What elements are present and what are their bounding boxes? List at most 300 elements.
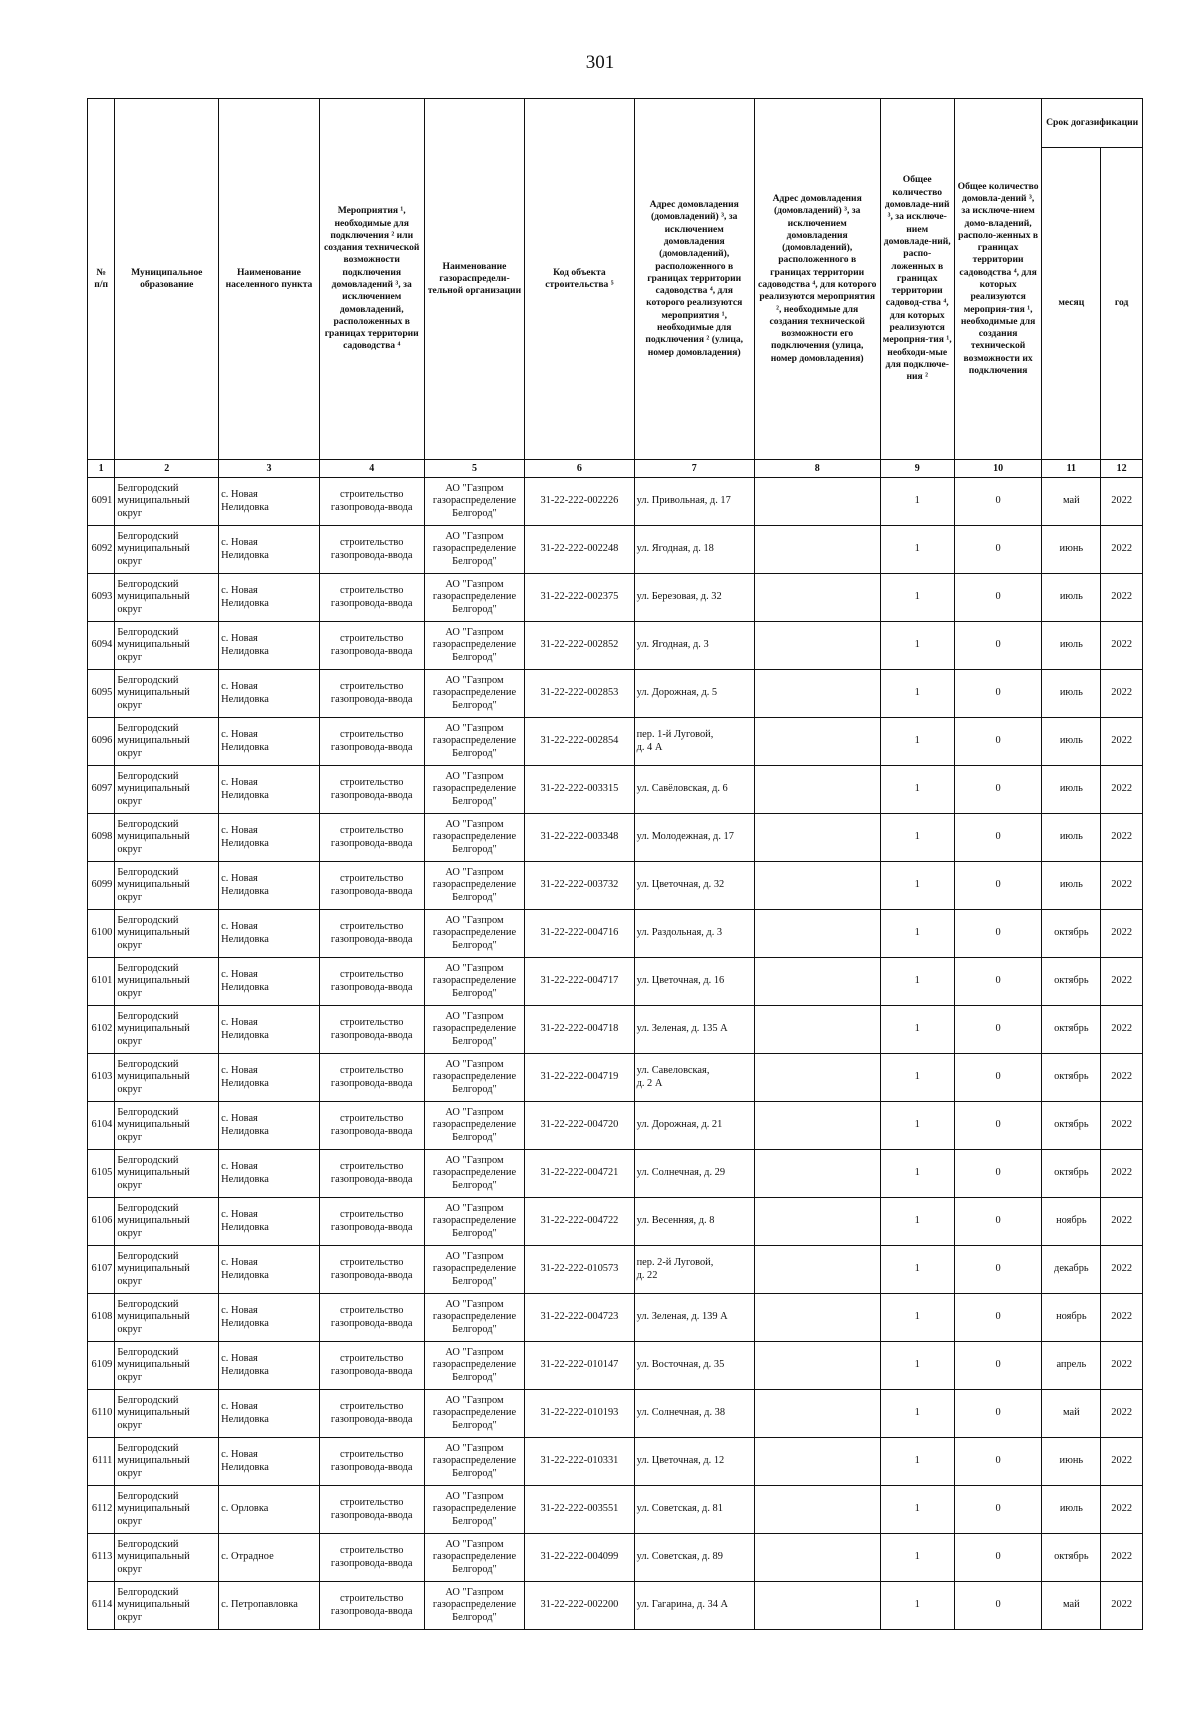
column-number: 12 — [1101, 460, 1143, 478]
header-settlement: Наименование населенного пункта — [219, 99, 320, 460]
column-number: 11 — [1042, 460, 1101, 478]
count-connect-cell: 1 — [880, 526, 954, 574]
count-connect-cell: 1 — [880, 910, 954, 958]
object-code-cell: 31-22-222-003348 — [525, 814, 634, 862]
settlement-cell: с. Новая Нелидовка — [219, 862, 320, 910]
table-row — [88, 1198, 1143, 1246]
month-cell: июнь — [1042, 1438, 1101, 1486]
object-code-cell: 31-22-222-004722 — [525, 1198, 634, 1246]
row-number: 6111 — [88, 1438, 115, 1486]
table-row — [88, 814, 1143, 862]
row-number: 6102 — [88, 1006, 115, 1054]
column-number: 1 — [88, 460, 115, 478]
activity-cell: строительство газопровода-ввода — [319, 1150, 424, 1198]
object-code-cell: 31-22-222-003732 — [525, 862, 634, 910]
count-tech-cell: 0 — [954, 1438, 1041, 1486]
table-row — [88, 1534, 1143, 1582]
address-tech-cell — [754, 1054, 880, 1102]
year-cell: 2022 — [1101, 910, 1143, 958]
address-cell: ул. Весенняя, д. 8 — [634, 1198, 754, 1246]
row-number: 6114 — [88, 1582, 115, 1630]
address-cell: ул. Ягодная, д. 3 — [634, 622, 754, 670]
table-row — [88, 958, 1143, 1006]
municipality-cell: Белгородский муниципальный округ — [115, 574, 219, 622]
count-connect-cell: 1 — [880, 1102, 954, 1150]
object-code-cell: 31-22-222-002226 — [525, 478, 634, 526]
month-cell: июль — [1042, 574, 1101, 622]
municipality-cell: Белгородский муниципальный округ — [115, 670, 219, 718]
column-number: 7 — [634, 460, 754, 478]
municipality-cell: Белгородский муниципальный округ — [115, 1294, 219, 1342]
count-connect-cell: 1 — [880, 574, 954, 622]
activity-cell: строительство газопровода-ввода — [319, 1006, 424, 1054]
year-cell: 2022 — [1101, 958, 1143, 1006]
settlement-cell: с. Новая Нелидовка — [219, 1246, 320, 1294]
settlement-cell: с. Новая Нелидовка — [219, 910, 320, 958]
object-code-cell: 31-22-222-004099 — [525, 1534, 634, 1582]
row-number: 6097 — [88, 766, 115, 814]
municipality-cell: Белгородский муниципальный округ — [115, 1198, 219, 1246]
gas-org-cell: АО "Газпром газораспределение Белгород" — [424, 1390, 525, 1438]
count-tech-cell: 0 — [954, 622, 1041, 670]
year-cell: 2022 — [1101, 1486, 1143, 1534]
row-number: 6106 — [88, 1198, 115, 1246]
row-number: 6101 — [88, 958, 115, 1006]
municipality-cell: Белгородский муниципальный округ — [115, 958, 219, 1006]
count-tech-cell: 0 — [954, 1102, 1041, 1150]
count-tech-cell: 0 — [954, 1006, 1041, 1054]
table-row — [88, 1582, 1143, 1630]
count-connect-cell: 1 — [880, 862, 954, 910]
gas-org-cell: АО "Газпром газораспределение Белгород" — [424, 718, 525, 766]
settlement-cell: с. Новая Нелидовка — [219, 1342, 320, 1390]
row-number: 6100 — [88, 910, 115, 958]
header-year: год — [1101, 148, 1143, 460]
gas-org-cell: АО "Газпром газораспределение Белгород" — [424, 862, 525, 910]
year-cell: 2022 — [1101, 622, 1143, 670]
table-row — [88, 526, 1143, 574]
month-cell: декабрь — [1042, 1246, 1101, 1294]
row-number: 6108 — [88, 1294, 115, 1342]
address-cell: ул. Дорожная, д. 5 — [634, 670, 754, 718]
count-connect-cell: 1 — [880, 1054, 954, 1102]
year-cell: 2022 — [1101, 862, 1143, 910]
column-number: 3 — [219, 460, 320, 478]
address-cell: пер. 1-й Луговой, д. 4 А — [634, 718, 754, 766]
count-connect-cell: 1 — [880, 478, 954, 526]
address-cell: ул. Савёловская, д. 6 — [634, 766, 754, 814]
settlement-cell: с. Новая Нелидовка — [219, 958, 320, 1006]
count-tech-cell: 0 — [954, 1390, 1041, 1438]
count-connect-cell: 1 — [880, 1390, 954, 1438]
count-connect-cell: 1 — [880, 1582, 954, 1630]
count-tech-cell: 0 — [954, 958, 1041, 1006]
year-cell: 2022 — [1101, 1390, 1143, 1438]
settlement-cell: с. Новая Нелидовка — [219, 574, 320, 622]
table-row — [88, 1438, 1143, 1486]
activity-cell: строительство газопровода-ввода — [319, 1102, 424, 1150]
address-tech-cell — [754, 718, 880, 766]
object-code-cell: 31-22-222-004721 — [525, 1150, 634, 1198]
address-cell: ул. Цветочная, д. 12 — [634, 1438, 754, 1486]
address-cell: ул. Березовая, д. 32 — [634, 574, 754, 622]
year-cell: 2022 — [1101, 1006, 1143, 1054]
gas-org-cell: АО "Газпром газораспределение Белгород" — [424, 1294, 525, 1342]
table-body — [88, 478, 1143, 1630]
settlement-cell: с. Новая Нелидовка — [219, 1054, 320, 1102]
activity-cell: строительство газопровода-ввода — [319, 1534, 424, 1582]
gas-org-cell: АО "Газпром газораспределение Белгород" — [424, 1006, 525, 1054]
settlement-cell: с. Новая Нелидовка — [219, 1390, 320, 1438]
address-cell: ул. Ягодная, д. 18 — [634, 526, 754, 574]
municipality-cell: Белгородский муниципальный округ — [115, 862, 219, 910]
address-cell: ул. Солнечная, д. 29 — [634, 1150, 754, 1198]
address-cell: ул. Гагарина, д. 34 А — [634, 1582, 754, 1630]
header-num: № п/п — [88, 99, 115, 460]
municipality-cell: Белгородский муниципальный округ — [115, 1054, 219, 1102]
activity-cell: строительство газопровода-ввода — [319, 670, 424, 718]
object-code-cell: 31-22-222-004718 — [525, 1006, 634, 1054]
address-cell: ул. Солнечная, д. 38 — [634, 1390, 754, 1438]
month-cell: ноябрь — [1042, 1198, 1101, 1246]
object-code-cell: 31-22-222-004717 — [525, 958, 634, 1006]
address-tech-cell — [754, 1102, 880, 1150]
table-row — [88, 1054, 1143, 1102]
count-connect-cell: 1 — [880, 1534, 954, 1582]
column-number: 2 — [115, 460, 219, 478]
month-cell: июль — [1042, 814, 1101, 862]
gas-org-cell: АО "Газпром газораспределение Белгород" — [424, 1198, 525, 1246]
address-cell: ул. Привольная, д. 17 — [634, 478, 754, 526]
address-tech-cell — [754, 910, 880, 958]
column-number: 4 — [319, 460, 424, 478]
object-code-cell: 31-22-222-010147 — [525, 1342, 634, 1390]
count-connect-cell: 1 — [880, 1342, 954, 1390]
count-tech-cell: 0 — [954, 478, 1041, 526]
year-cell: 2022 — [1101, 766, 1143, 814]
table-row — [88, 1342, 1143, 1390]
object-code-cell: 31-22-222-002375 — [525, 574, 634, 622]
table-row — [88, 622, 1143, 670]
activity-cell: строительство газопровода-ввода — [319, 1438, 424, 1486]
settlement-cell: с. Новая Нелидовка — [219, 1006, 320, 1054]
settlement-cell: с. Новая Нелидовка — [219, 814, 320, 862]
table-row — [88, 478, 1143, 526]
gas-org-cell: АО "Газпром газораспределение Белгород" — [424, 1150, 525, 1198]
row-number: 6099 — [88, 862, 115, 910]
object-code-cell: 31-22-222-004720 — [525, 1102, 634, 1150]
count-connect-cell: 1 — [880, 1006, 954, 1054]
count-connect-cell: 1 — [880, 718, 954, 766]
settlement-cell: с. Новая Нелидовка — [219, 1150, 320, 1198]
count-connect-cell: 1 — [880, 766, 954, 814]
header-address-tech: Адрес домовладения (домовладений) ³, за исключением домовладения (домовладений), расположенного в границах территории садоводства ⁴, для которого реализуются мероприятия ², необходимые для создания технической возможности его подключения (улица, номер домовладения) — [754, 99, 880, 460]
address-tech-cell — [754, 1438, 880, 1486]
count-tech-cell: 0 — [954, 670, 1041, 718]
month-cell: октябрь — [1042, 1054, 1101, 1102]
address-cell: ул. Цветочная, д. 16 — [634, 958, 754, 1006]
object-code-cell: 31-22-222-004719 — [525, 1054, 634, 1102]
month-cell: октябрь — [1042, 1102, 1101, 1150]
year-cell: 2022 — [1101, 1582, 1143, 1630]
month-cell: ноябрь — [1042, 1294, 1101, 1342]
count-connect-cell: 1 — [880, 1294, 954, 1342]
month-cell: октябрь — [1042, 1006, 1101, 1054]
object-code-cell: 31-22-222-004723 — [525, 1294, 634, 1342]
count-tech-cell: 0 — [954, 1054, 1041, 1102]
address-cell: ул. Дорожная, д. 21 — [634, 1102, 754, 1150]
address-cell: ул. Молодежная, д. 17 — [634, 814, 754, 862]
object-code-cell: 31-22-222-004716 — [525, 910, 634, 958]
count-connect-cell: 1 — [880, 670, 954, 718]
municipality-cell: Белгородский муниципальный округ — [115, 910, 219, 958]
municipality-cell: Белгородский муниципальный округ — [115, 1342, 219, 1390]
year-cell: 2022 — [1101, 1342, 1143, 1390]
gas-org-cell: АО "Газпром газораспределение Белгород" — [424, 1486, 525, 1534]
municipality-cell: Белгородский муниципальный округ — [115, 478, 219, 526]
header-municipality: Муниципальное образование — [115, 99, 219, 460]
settlement-cell: с. Новая Нелидовка — [219, 718, 320, 766]
activity-cell: строительство газопровода-ввода — [319, 1294, 424, 1342]
municipality-cell: Белгородский муниципальный округ — [115, 622, 219, 670]
count-tech-cell: 0 — [954, 526, 1041, 574]
month-cell: октябрь — [1042, 1534, 1101, 1582]
gas-org-cell: АО "Газпром газораспределение Белгород" — [424, 478, 525, 526]
address-cell: ул. Восточная, д. 35 — [634, 1342, 754, 1390]
gas-org-cell: АО "Газпром газораспределение Белгород" — [424, 1534, 525, 1582]
address-cell: ул. Советская, д. 81 — [634, 1486, 754, 1534]
gas-org-cell: АО "Газпром газораспределение Белгород" — [424, 1582, 525, 1630]
year-cell: 2022 — [1101, 1534, 1143, 1582]
month-cell: июль — [1042, 622, 1101, 670]
table-row — [88, 1390, 1143, 1438]
count-connect-cell: 1 — [880, 622, 954, 670]
count-tech-cell: 0 — [954, 910, 1041, 958]
table-row — [88, 574, 1143, 622]
column-number: 8 — [754, 460, 880, 478]
activity-cell: строительство газопровода-ввода — [319, 1486, 424, 1534]
address-cell: ул. Советская, д. 89 — [634, 1534, 754, 1582]
header-count-connect: Общее количество домовладе-ний ³, за исключе-нием домовладе-ний, распо-ложенных в границах территории садовод-ства ⁴, для которых реализуются меропрня-тия ¹, необходи-мые для подключе-ния ² — [880, 99, 954, 460]
municipality-cell: Белгородский муниципальный округ — [115, 1486, 219, 1534]
activity-cell: строительство газопровода-ввода — [319, 766, 424, 814]
address-tech-cell — [754, 766, 880, 814]
activity-cell: строительство газопровода-ввода — [319, 1390, 424, 1438]
address-cell: пер. 2-й Луговой, д. 22 — [634, 1246, 754, 1294]
month-cell: июль — [1042, 1486, 1101, 1534]
row-number: 6094 — [88, 622, 115, 670]
activity-cell: строительство газопровода-ввода — [319, 526, 424, 574]
row-number: 6096 — [88, 718, 115, 766]
table-row — [88, 862, 1143, 910]
count-tech-cell: 0 — [954, 1534, 1041, 1582]
year-cell: 2022 — [1101, 1102, 1143, 1150]
header-count-tech: Общее количество домовла-дений ³, за исключе-нием домо-владений, располо-женных в границах территории садоводства ⁴, для которых реализуются мероприя-тия ¹, необходимые для создания технической возможности их подключения — [954, 99, 1041, 460]
municipality-cell: Белгородский муниципальный округ — [115, 766, 219, 814]
table-row — [88, 1150, 1143, 1198]
settlement-cell: с. Новая Нелидовка — [219, 478, 320, 526]
object-code-cell: 31-22-222-010193 — [525, 1390, 634, 1438]
settlement-cell: с. Новая Нелидовка — [219, 1438, 320, 1486]
activity-cell: строительство газопровода-ввода — [319, 814, 424, 862]
count-tech-cell: 0 — [954, 1486, 1041, 1534]
count-connect-cell: 1 — [880, 814, 954, 862]
month-cell: май — [1042, 478, 1101, 526]
table-row — [88, 1294, 1143, 1342]
address-tech-cell — [754, 958, 880, 1006]
address-cell: ул. Раздольная, д. 3 — [634, 910, 754, 958]
activity-cell: строительство газопровода-ввода — [319, 910, 424, 958]
municipality-cell: Белгородский муниципальный округ — [115, 1006, 219, 1054]
month-cell: апрель — [1042, 1342, 1101, 1390]
page-number: 301 — [585, 52, 615, 73]
year-cell: 2022 — [1101, 1150, 1143, 1198]
address-tech-cell — [754, 1198, 880, 1246]
year-cell: 2022 — [1101, 814, 1143, 862]
row-number: 6093 — [88, 574, 115, 622]
gas-org-cell: АО "Газпром газораспределение Белгород" — [424, 1438, 525, 1486]
gas-org-cell: АО "Газпром газораспределение Белгород" — [424, 814, 525, 862]
address-tech-cell — [754, 1486, 880, 1534]
table-row — [88, 766, 1143, 814]
settlement-cell: с. Петропавловка — [219, 1582, 320, 1630]
gas-org-cell: АО "Газпром газораспределение Белгород" — [424, 958, 525, 1006]
row-number: 6104 — [88, 1102, 115, 1150]
municipality-cell: Белгородский муниципальный округ — [115, 1438, 219, 1486]
municipality-cell: Белгородский муниципальный округ — [115, 1534, 219, 1582]
address-tech-cell — [754, 670, 880, 718]
object-code-cell: 31-22-222-002853 — [525, 670, 634, 718]
municipality-cell: Белгородский муниципальный округ — [115, 1150, 219, 1198]
address-tech-cell — [754, 1534, 880, 1582]
header-activities: Мероприятия ¹, необходимые для подключения ² или создания технической возможности подключения домовладений ³, за исключением домовладений, расположенных в границах территории садоводства ⁴ — [319, 99, 424, 460]
year-cell: 2022 — [1101, 1198, 1143, 1246]
count-tech-cell: 0 — [954, 1342, 1041, 1390]
address-tech-cell — [754, 814, 880, 862]
gas-org-cell: АО "Газпром газораспределение Белгород" — [424, 670, 525, 718]
row-number: 6091 — [88, 478, 115, 526]
gas-org-cell: АО "Газпром газораспределение Белгород" — [424, 574, 525, 622]
municipality-cell: Белгородский муниципальный округ — [115, 1390, 219, 1438]
object-code-cell: 31-22-222-003315 — [525, 766, 634, 814]
year-cell: 2022 — [1101, 1294, 1143, 1342]
year-cell: 2022 — [1101, 670, 1143, 718]
count-tech-cell: 0 — [954, 1150, 1041, 1198]
activity-cell: строительство газопровода-ввода — [319, 718, 424, 766]
address-tech-cell — [754, 1342, 880, 1390]
count-connect-cell: 1 — [880, 958, 954, 1006]
address-cell: ул. Зеленая, д. 135 А — [634, 1006, 754, 1054]
activity-cell: строительство газопровода-ввода — [319, 1582, 424, 1630]
settlement-cell: с. Новая Нелидовка — [219, 622, 320, 670]
month-cell: октябрь — [1042, 1150, 1101, 1198]
count-tech-cell: 0 — [954, 1582, 1041, 1630]
municipality-cell: Белгородский муниципальный округ — [115, 1582, 219, 1630]
month-cell: май — [1042, 1390, 1101, 1438]
column-number: 6 — [525, 460, 634, 478]
address-tech-cell — [754, 478, 880, 526]
object-code-cell: 31-22-222-010331 — [525, 1438, 634, 1486]
year-cell: 2022 — [1101, 718, 1143, 766]
address-tech-cell — [754, 526, 880, 574]
table-header — [88, 99, 1143, 478]
year-cell: 2022 — [1101, 1246, 1143, 1294]
count-tech-cell: 0 — [954, 1294, 1041, 1342]
address-cell: ул. Цветочная, д. 32 — [634, 862, 754, 910]
count-tech-cell: 0 — [954, 1198, 1041, 1246]
table-row — [88, 1246, 1143, 1294]
activity-cell: строительство газопровода-ввода — [319, 622, 424, 670]
address-tech-cell — [754, 1390, 880, 1438]
municipality-cell: Белгородский муниципальный округ — [115, 1246, 219, 1294]
activity-cell: строительство газопровода-ввода — [319, 1246, 424, 1294]
activity-cell: строительство газопровода-ввода — [319, 958, 424, 1006]
row-number: 6110 — [88, 1390, 115, 1438]
object-code-cell: 31-22-222-002852 — [525, 622, 634, 670]
header-address-connect: Адрес домовладения (домовладений) ³, за исключением домовладения (домовладений), расположенного в границах территории садоводства ⁴, для которого реализуются мероприятия ¹, необходимые для подключения ² (улица, номер домовладения) — [634, 99, 754, 460]
count-tech-cell: 0 — [954, 718, 1041, 766]
row-number: 6105 — [88, 1150, 115, 1198]
count-tech-cell: 0 — [954, 766, 1041, 814]
month-cell: май — [1042, 1582, 1101, 1630]
count-connect-cell: 1 — [880, 1438, 954, 1486]
gas-org-cell: АО "Газпром газораспределение Белгород" — [424, 622, 525, 670]
row-number: 6103 — [88, 1054, 115, 1102]
settlement-cell: с. Новая Нелидовка — [219, 670, 320, 718]
table-row — [88, 1006, 1143, 1054]
activity-cell: строительство газопровода-ввода — [319, 1342, 424, 1390]
count-tech-cell: 0 — [954, 862, 1041, 910]
address-tech-cell — [754, 1150, 880, 1198]
settlement-cell: с. Новая Нелидовка — [219, 1294, 320, 1342]
month-cell: октябрь — [1042, 958, 1101, 1006]
address-tech-cell — [754, 1582, 880, 1630]
object-code-cell: 31-22-222-002854 — [525, 718, 634, 766]
count-tech-cell: 0 — [954, 574, 1041, 622]
address-tech-cell — [754, 862, 880, 910]
table-row — [88, 718, 1143, 766]
year-cell: 2022 — [1101, 526, 1143, 574]
row-number: 6095 — [88, 670, 115, 718]
settlement-cell: с. Новая Нелидовка — [219, 766, 320, 814]
gas-org-cell: АО "Газпром газораспределение Белгород" — [424, 526, 525, 574]
activity-cell: строительство газопровода-ввода — [319, 1198, 424, 1246]
column-number: 10 — [954, 460, 1041, 478]
row-number: 6112 — [88, 1486, 115, 1534]
municipality-cell: Белгородский муниципальный округ — [115, 526, 219, 574]
address-tech-cell — [754, 574, 880, 622]
address-tech-cell — [754, 622, 880, 670]
year-cell: 2022 — [1101, 1054, 1143, 1102]
municipality-cell: Белгородский муниципальный округ — [115, 1102, 219, 1150]
year-cell: 2022 — [1101, 574, 1143, 622]
month-cell: июнь — [1042, 526, 1101, 574]
month-cell: июль — [1042, 718, 1101, 766]
address-tech-cell — [754, 1006, 880, 1054]
count-connect-cell: 1 — [880, 1150, 954, 1198]
address-cell: ул. Савеловская, д. 2 А — [634, 1054, 754, 1102]
address-cell: ул. Зеленая, д. 139 А — [634, 1294, 754, 1342]
row-number: 6113 — [88, 1534, 115, 1582]
header-object-code: Код объекта строительства ⁵ — [525, 99, 634, 460]
settlement-cell: с. Новая Нелидовка — [219, 1102, 320, 1150]
municipality-cell: Белгородский муниципальный округ — [115, 814, 219, 862]
gas-org-cell: АО "Газпром газораспределение Белгород" — [424, 766, 525, 814]
table-row — [88, 1486, 1143, 1534]
header-gas-org: Наименование газораспредели-тельной организации — [424, 99, 525, 460]
activity-cell: строительство газопровода-ввода — [319, 478, 424, 526]
address-tech-cell — [754, 1294, 880, 1342]
